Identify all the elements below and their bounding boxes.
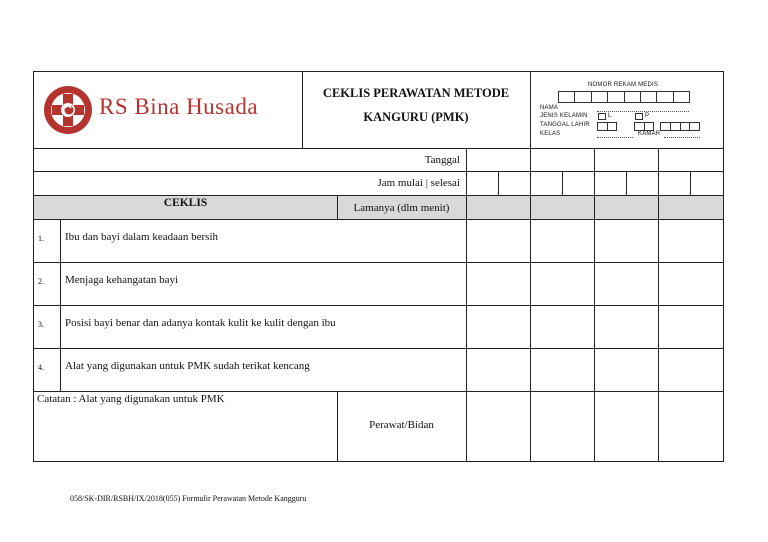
form-title-line2: KANGURU (PMK) xyxy=(363,110,469,124)
col-line xyxy=(530,149,531,462)
duration-header: Lamanya (dlm menit) xyxy=(353,202,450,214)
dob-label: TANGGAL LAHIR xyxy=(540,122,590,128)
dob-day-boxes[interactable] xyxy=(597,122,617,131)
row-line xyxy=(33,219,724,220)
gender-label: JENIS KELAMIN xyxy=(540,113,588,119)
row-line xyxy=(33,171,724,172)
class-label: KELAS xyxy=(540,131,561,137)
room-field[interactable] xyxy=(664,137,700,138)
col-split-line xyxy=(690,171,691,195)
checklist-item: Menjaga kehangatan bayi xyxy=(65,274,179,286)
name-label: NAMA xyxy=(540,105,559,111)
notes-label: Catatan : Alat yang digunakan untuk PMK xyxy=(37,393,225,405)
col-split-line xyxy=(562,171,563,195)
gender-p-label: P xyxy=(645,113,650,119)
col-line xyxy=(658,149,659,462)
gender-l-label: L xyxy=(608,113,612,119)
number-col-line xyxy=(60,219,61,391)
class-field[interactable] xyxy=(597,137,633,138)
hospital-name: RS Bina Husada xyxy=(99,94,259,119)
room-label: KAMAR xyxy=(638,131,661,137)
mr-number-label: NOMOR REKAM MEDIS xyxy=(588,82,659,88)
gender-p-checkbox[interactable] xyxy=(635,113,643,120)
header-divider-2 xyxy=(530,71,531,149)
form-code: 058/SK-DIR/RSBH/IX/2018(055) Formulir Perawatan Metode Kangguru xyxy=(70,494,307,503)
col-line xyxy=(466,149,467,462)
name-field[interactable] xyxy=(597,111,689,112)
dob-month-boxes[interactable] xyxy=(634,122,654,131)
mr-number-boxes xyxy=(558,91,690,103)
item-number: 3. xyxy=(38,320,44,329)
col-split-line xyxy=(498,171,499,195)
gender-l-checkbox[interactable] xyxy=(598,113,606,120)
item-number: 4. xyxy=(38,363,44,372)
checklist-item: Posisi bayi benar dan adanya kontak kulit ke kulit dengan ibu xyxy=(65,317,336,329)
col-split-line xyxy=(626,171,627,195)
col-line xyxy=(594,149,595,462)
form-title-line1: CEKLIS PERAWATAN METODE xyxy=(322,86,510,100)
date-label: Tanggal xyxy=(424,154,460,166)
item-number: 1. xyxy=(38,234,44,243)
nurse-label: Perawat/Bidan xyxy=(369,419,434,431)
row-line xyxy=(33,262,724,263)
checklist-item: Ibu dan bayi dalam keadaan bersih xyxy=(65,231,219,243)
row-line xyxy=(33,461,724,462)
row-line xyxy=(33,348,724,349)
dob-year-boxes[interactable] xyxy=(660,122,700,131)
item-number: 2. xyxy=(38,277,44,286)
row-line xyxy=(33,391,724,392)
hospital-logo-icon xyxy=(43,85,93,135)
row-line xyxy=(33,305,724,306)
checklist-header: CEKLIS xyxy=(163,197,208,209)
checklist-item: Alat yang digunakan untuk PMK sudah terikat kencang xyxy=(65,360,310,372)
time-label: Jam mulai | selesai xyxy=(377,177,460,189)
